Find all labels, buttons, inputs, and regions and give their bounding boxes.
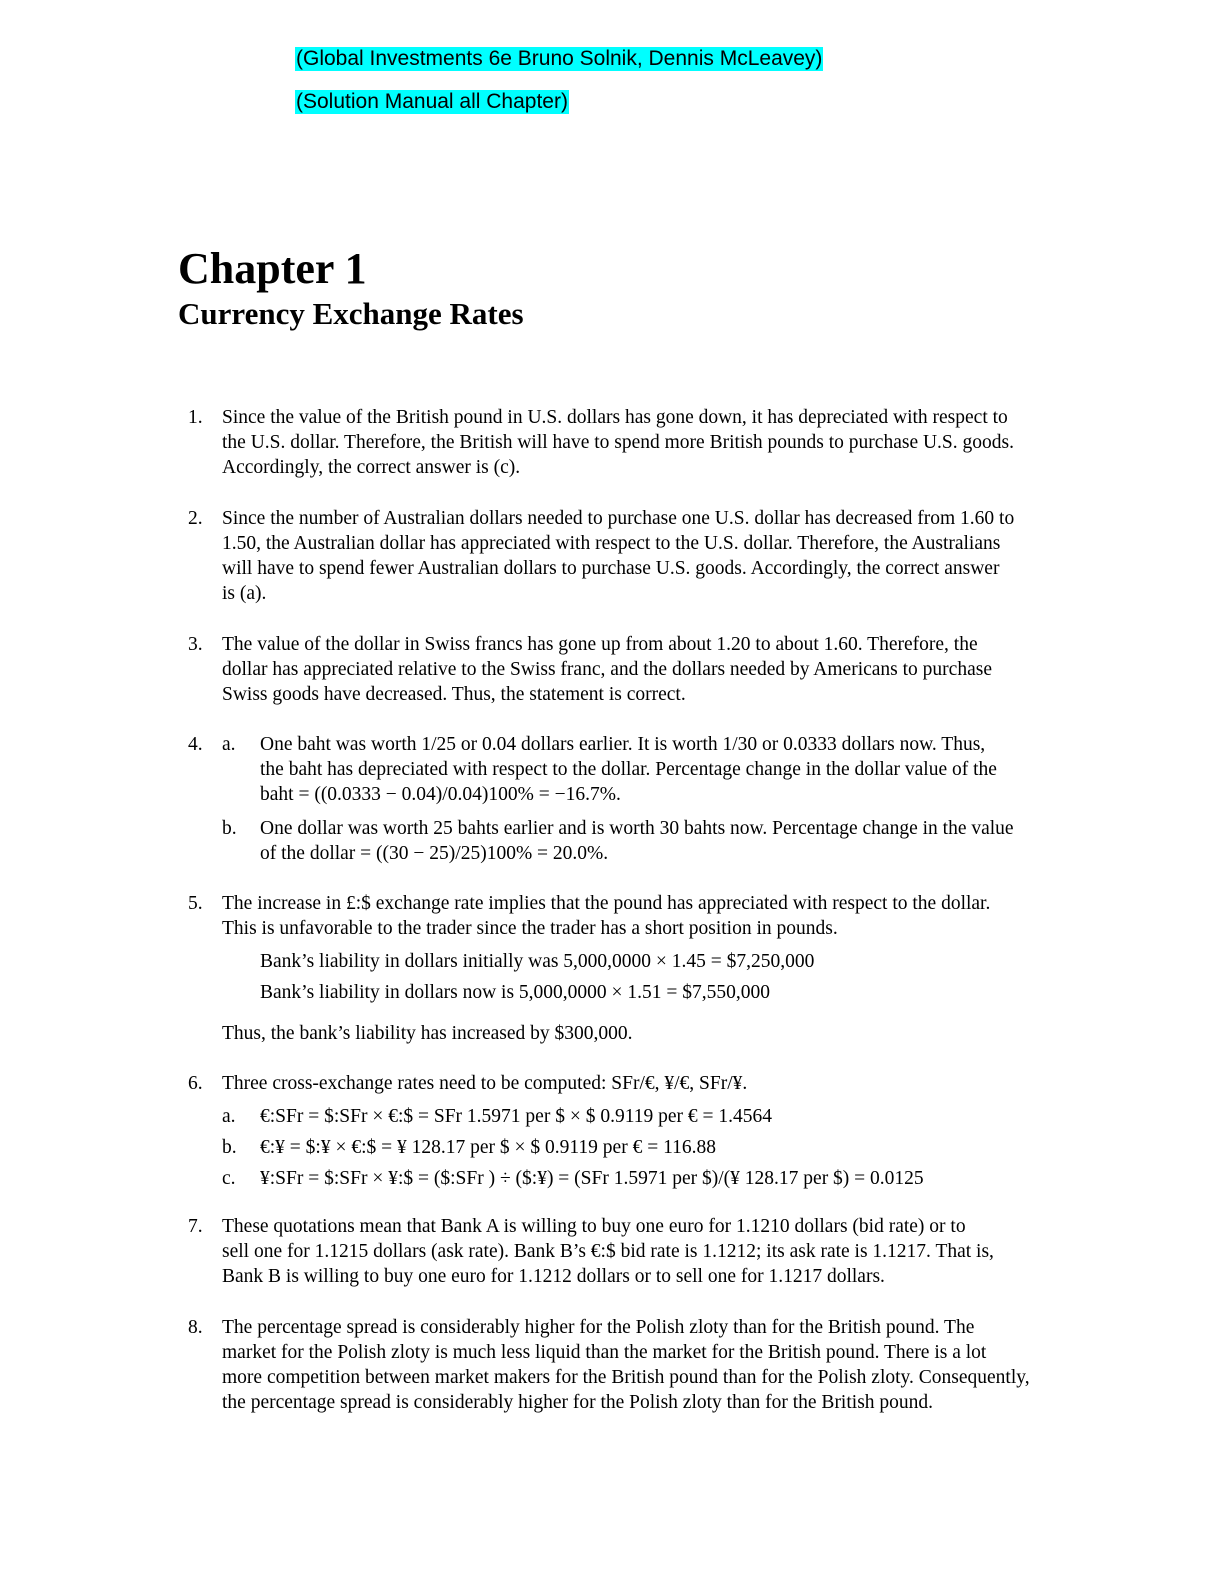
answer-text <box>222 1315 1117 1415</box>
sub-answer-a <box>260 732 1120 807</box>
text-line: the baht has depreciated with respect to the dollar. Percentage change in the dollar value of the <box>260 759 997 780</box>
text-line: One baht was worth 1/25 or 0.04 dollars earlier. It is worth 1/30 or 0.0333 dollars now. Thus, <box>260 734 986 755</box>
text-line: Since the number of Australian dollars needed to purchase one U.S. dollar has decreased from 1.60 to <box>222 508 1015 529</box>
answer-number: 7. <box>188 1216 203 1237</box>
text-line: more competition between market makers for the British pound than for the Polish zloty. Consequently, <box>222 1367 1030 1388</box>
sub-answer-a <box>260 1104 1120 1129</box>
text-line: €:SFr = $:SFr × €:$ = SFr 1.5971 per $ × $ 0.9119 per € = 1.4564 <box>260 1106 772 1127</box>
answer-text <box>222 891 1117 941</box>
text-line: Thus, the bank’s liability has increased by $300,000. <box>222 1023 633 1044</box>
text-line: the percentage spread is considerably higher for the Polish zloty than for the British pound. <box>222 1392 934 1413</box>
text-line: of the dollar = ((30 − 25)/25)100% = 20.0%. <box>260 843 609 864</box>
text-line: This is unfavorable to the trader since the trader has a short position in pounds. <box>222 918 838 939</box>
text-line: sell one for 1.1215 dollars (ask rate). Bank B’s €:$ bid rate is 1.1212; its ask rate is 1.1217. That is, <box>222 1241 994 1262</box>
text-line: Since the value of the British pound in U.S. dollars has gone down, it has depreciated with respect to <box>222 407 1008 428</box>
text-line: One dollar was worth 25 bahts earlier and is worth 30 bahts now. Percentage change in the value <box>260 818 1014 839</box>
answer-number: 5. <box>188 893 203 914</box>
header-highlight-title: (Global Investments 6e Bruno Solnik, Dennis McLeavey) <box>296 47 823 70</box>
answer-text <box>222 1214 1117 1289</box>
answer-text <box>222 405 1117 480</box>
sub-letter-b: b. <box>222 818 237 839</box>
sub-letter-c: c. <box>222 1168 236 1189</box>
text-line: 1.50, the Australian dollar has appreciated with respect to the U.S. dollar. Therefore, the Australians <box>222 533 1001 554</box>
calculation-now: Bank’s liability in dollars now is 5,000,0000 × 1.51 = $7,550,000 <box>260 982 771 1003</box>
answer-number: 8. <box>188 1317 203 1338</box>
text-line: the U.S. dollar. Therefore, the British will have to spend more British pounds to purchase U.S. goods. <box>222 432 1014 453</box>
text-line: The value of the dollar in Swiss francs has gone up from about 1.20 to about 1.60. Therefore, the <box>222 634 978 655</box>
answer-number: 6. <box>188 1073 203 1094</box>
answer-number: 2. <box>188 508 203 529</box>
text-line: €:¥ = $:¥ × €:$ = ¥ 128.17 per $ × $ 0.9119 per € = 116.88 <box>260 1137 716 1158</box>
text-line: Accordingly, the correct answer is (c). <box>222 457 521 478</box>
answer-number: 1. <box>188 407 203 428</box>
sub-letter-a: a. <box>222 1106 236 1127</box>
sub-answer-c <box>260 1166 1120 1191</box>
sub-answer-b <box>260 816 1120 866</box>
answer-number: 3. <box>188 634 203 655</box>
sub-letter-a: a. <box>222 734 236 755</box>
text-line: Swiss goods have decreased. Thus, the statement is correct. <box>222 684 686 705</box>
text-line: baht = ((0.0333 − 0.04)/0.04)100% = −16.7%. <box>260 784 621 805</box>
text-line: Three cross-exchange rates need to be computed: SFr/€, ¥/€, SFr/¥. <box>222 1073 748 1094</box>
text-line: The increase in £:$ exchange rate implies that the pound has appreciated with respect to the dollar. <box>222 893 991 914</box>
answer-conclusion <box>222 1021 1117 1046</box>
text-line: Bank B is willing to buy one euro for 1.1212 dollars or to sell one for 1.1217 dollars. <box>222 1266 885 1287</box>
sub-letter-b: b. <box>222 1137 237 1158</box>
text-line: ¥:SFr = $:SFr × ¥:$ = ($:SFr ) ÷ ($:¥) = (SFr 1.5971 per $)/(¥ 128.17 per $) = 0.0125 <box>260 1168 924 1189</box>
header-highlight-subtitle: (Solution Manual all Chapter) <box>296 90 568 113</box>
sub-answer-b <box>260 1135 1120 1160</box>
text-line: market for the Polish zloty is much less liquid than the market for the British pound. There is a lot <box>222 1342 987 1363</box>
text-line: These quotations mean that Bank A is willing to buy one euro for 1.1210 dollars (bid rate) or to <box>222 1216 966 1237</box>
answer-intro <box>222 1071 1117 1096</box>
calculation-initial: Bank’s liability in dollars initially was 5,000,0000 × 1.45 = $7,250,000 <box>260 951 815 972</box>
text-line: dollar has appreciated relative to the Swiss franc, and the dollars needed by Americans to purchase <box>222 659 992 680</box>
text-line: The percentage spread is considerably higher for the Polish zloty than for the British pound. The <box>222 1317 975 1338</box>
chapter-subtitle: Currency Exchange Rates <box>178 296 524 331</box>
answer-text <box>222 506 1117 606</box>
chapter-title: Chapter 1 <box>178 244 367 293</box>
text-line: will have to spend fewer Australian dollars to purchase U.S. goods. Accordingly, the correct answer <box>222 558 1000 579</box>
text-line: is (a). <box>222 583 267 604</box>
answer-number: 4. <box>188 734 203 755</box>
answer-text <box>222 632 1117 707</box>
